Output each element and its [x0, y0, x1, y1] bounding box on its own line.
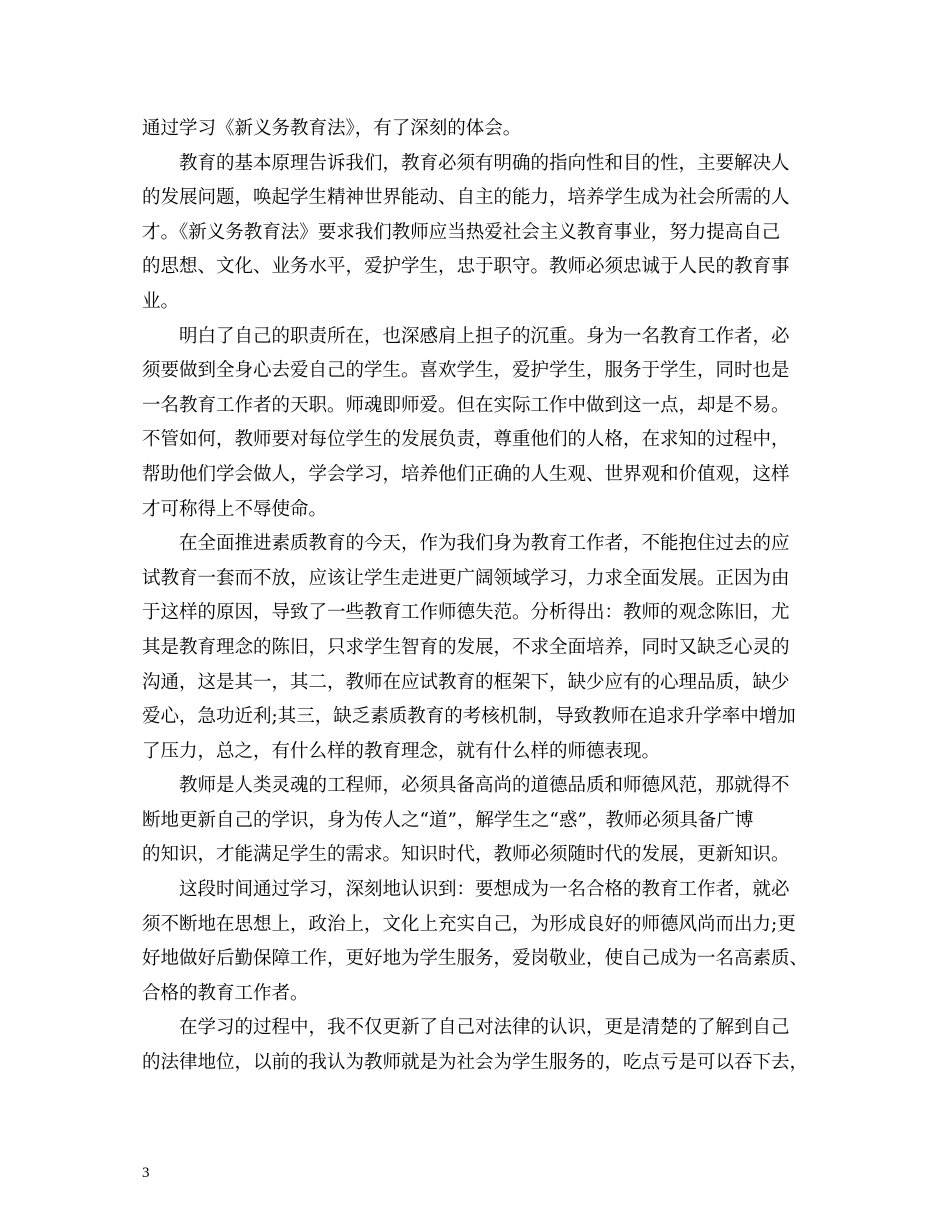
text-line: 明白了自己的职责所在，也深感肩上担子的沉重。身为一名教育工作者，必 — [179, 325, 790, 347]
text-line: 于这样的原因，导致了一些教育工作师德失范。分析得出：教师的观念陈旧，尤 — [142, 602, 790, 624]
text-line: 业。 — [142, 290, 180, 312]
document-body — [142, 112, 815, 1081]
text-line: 教育的基本原理告诉我们，教育必须有明确的指向性和目的性，主要解决人 — [179, 152, 790, 174]
text-line: 帮助他们学会做人，学会学习，培养他们正确的人生观、世界观和价值观，这样 — [142, 463, 790, 485]
text-line: 通过学习《新义务教育法》，有了深刻的体会。 — [142, 118, 522, 139]
text-line: 的法律地位，以前的我认为教师就是为社会为学生服务的，吃点亏是可以吞下去， — [142, 1052, 809, 1074]
text-line: 了压力，总之，有什么样的教育理念，就有什么样的师德表现。 — [142, 740, 661, 762]
text-line: 沟通，这是其一，其二，教师在应试教育的框架下，缺少应有的心理品质，缺少 — [142, 671, 790, 693]
text-line: 在学习的过程中，我不仅更新了自己对法律的认识，更是清楚的了解到自己 — [179, 1017, 790, 1039]
text-line: 的知识，才能满足学生的需求。知识时代，教师必须随时代的发展，更新知识。 — [142, 844, 790, 866]
text-line: 其是教育理念的陈旧，只求学生智育的发展，不求全面培养，同时又缺乏心灵的 — [142, 636, 790, 658]
text-line: 好地做好后勤保障工作，更好地为学生服务，爱岗敬业，使自己成为一名高素质、 — [142, 948, 809, 970]
text-line: 的思想、文化、业务水平，爱护学生，忠于职守。教师必须忠诚于人民的教育事 — [142, 256, 790, 278]
text-line: 才。《新义务教育法》要求我们教师应当热爱社会主义教育事业，努力提高自己 — [142, 221, 781, 243]
text-line: 须要做到全身心去爱自己的学生。喜欢学生，爱护学生，服务于学生，同时也是 — [142, 360, 790, 382]
text-line: 在全面推进素质教育的今天，作为我们身为教育工作者，不能抱住过去的应 — [179, 533, 790, 555]
text-line: 合格的教育工作者。 — [142, 982, 309, 1004]
text-line: 一名教育工作者的天职。师魂即师爱。但在实际工作中做到这一点，却是不易。 — [142, 394, 790, 416]
text-line: 爱心，急功近利;其三，缺乏素质教育的考核机制，导致教师在追求升学率中增加 — [142, 706, 796, 728]
text-line: 须不断地在思想上，政治上，文化上充实自己，为形成良好的师德风尚而出力;更 — [142, 913, 796, 935]
text-line: 才可称得上不辱使命。 — [142, 498, 328, 520]
page-number: 3 — [142, 1165, 150, 1181]
text-line: 的发展问题，唤起学生精神世界能动、自主的能力，培养学生成为社会所需的人 — [142, 187, 790, 209]
text-line: 不管如何，教师要对每位学生的发展负责，尊重他们的人格，在求知的过程中， — [142, 429, 790, 451]
text-line: 这段时间通过学习，深刻地认识到：要想成为一名合格的教育工作者，就必 — [179, 879, 790, 901]
text-line: 教师是人类灵魂的工程师，必须具备高尚的道德品质和师德风范，那就得不 — [179, 775, 790, 797]
text-line: 试教育一套而不放，应该让学生走进更广阔领域学习，力求全面发展。正因为由 — [142, 567, 790, 589]
text-line: 断地更新自己的学识，身为传人之“道”，解学生之“惑”，教师必须具备广博 — [142, 809, 754, 831]
